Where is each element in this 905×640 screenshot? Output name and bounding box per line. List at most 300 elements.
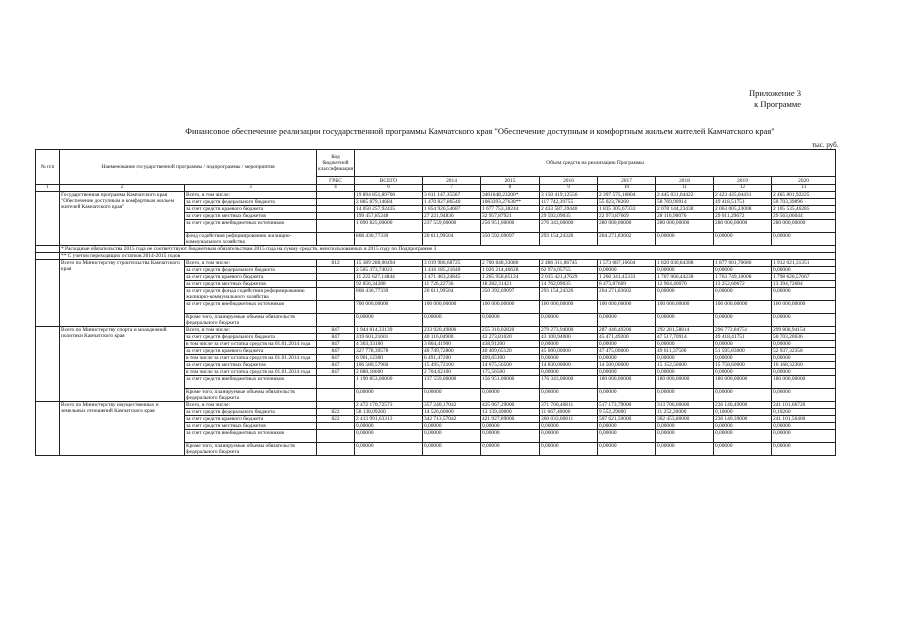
amount-cell: 14 500,00000	[598, 362, 656, 369]
grbs-code-cell	[317, 206, 355, 213]
amount-cell: 0,00000	[598, 443, 656, 456]
amount-cell: 2 078 144,23438	[656, 206, 714, 213]
amount-cell: 3 150 419,12556	[540, 192, 598, 199]
program-name-cell: Всего по Министерству строительства Камчатского края	[60, 260, 185, 327]
amount-cell: 0,00000	[772, 341, 836, 348]
amount-cell: 15 389 288,00494	[355, 260, 423, 267]
header-year: 2016	[540, 177, 598, 185]
amount-cell: 47 517,70914	[656, 334, 714, 341]
grbs-code-cell	[317, 274, 355, 281]
header-code: Код бюджетной классификации	[317, 150, 355, 177]
amount-cell: 52 937,32358	[772, 348, 836, 355]
funding-source-cell: за счет средств краевого бюджета	[185, 416, 317, 423]
amount-cell: 49 418,51751	[714, 199, 772, 206]
funding-source-cell: в том числе за счет остатка средств на 01.01.2014 года	[185, 341, 317, 348]
grbs-code-cell	[317, 423, 355, 430]
program-name-cell: Всего по Министерству спорта и молодежной политики Камчатского края	[60, 327, 185, 402]
amount-cell: 0,00000	[656, 389, 714, 402]
col-number: 2	[60, 185, 185, 192]
amount-cell: 50 703,39896	[772, 199, 836, 206]
table-row	[36, 192, 836, 199]
grbs-code-cell	[317, 314, 355, 327]
col-number: 12	[714, 185, 772, 192]
grbs-code-cell	[317, 267, 355, 274]
amount-cell: 0,00000	[540, 423, 598, 430]
amount-cell: 287 446,49200	[598, 327, 656, 334]
amount-cell: 204 271,83602	[598, 233, 656, 246]
amount-cell: 2 423 435,04431	[714, 192, 772, 199]
amount-cell: 0,00000	[772, 369, 836, 376]
header-num: № п/п	[36, 150, 60, 185]
amount-cell: 0,00000	[714, 443, 772, 456]
amount-cell: 0,00000	[598, 267, 656, 274]
amount-cell: 0,00000	[714, 423, 772, 430]
amount-cell: 58 138,09260	[355, 409, 423, 416]
funding-source-cell: Всего, в том числе:	[185, 327, 317, 334]
amount-cell: 0,00000	[772, 267, 836, 274]
amount-cell: 0,00000	[656, 443, 714, 456]
amount-cell: 319 601,21601	[355, 334, 423, 341]
amount-cell: 342 713,57042	[423, 416, 481, 423]
amount-cell: 0,00000	[481, 423, 540, 430]
amount-cell: 27 221,94836	[423, 213, 481, 220]
amount-cell: 0,00000	[656, 369, 714, 376]
amount-cell: 435 067,29000	[481, 402, 540, 409]
amount-cell: 241 101,56460	[772, 416, 836, 423]
row-number-cell	[36, 192, 60, 246]
amount-cell: 0,00000	[423, 430, 481, 443]
amount-cell: 1 470 827,86540	[423, 199, 481, 206]
amount-cell: 100 000,00000	[656, 301, 714, 314]
amount-cell: 0,00000	[714, 288, 772, 301]
amount-cell: 1 416 185,21640	[423, 267, 481, 274]
amount-cell: 40 749,72800	[423, 348, 481, 355]
amount-cell: 18 282,31421	[481, 281, 540, 288]
amount-cell: 180 000,00000	[772, 376, 836, 389]
amount-cell: 2 413 991,63313	[355, 416, 423, 423]
amount-cell: 13 139,40000	[481, 409, 540, 416]
amount-cell: 0,00000	[772, 233, 836, 246]
amount-cell: 868 430,77339	[355, 288, 423, 301]
amount-cell: 11 667,40000	[540, 409, 598, 416]
amount-cell: 0,00000	[656, 233, 714, 246]
amount-cell: 11 222 627,14844	[355, 274, 423, 281]
amount-cell: 0,00000	[423, 389, 481, 402]
amount-cell: 0,00000	[540, 430, 598, 443]
amount-cell: 12 964,40070	[656, 281, 714, 288]
amount-cell: 3 611 147,35567	[423, 192, 481, 199]
amount-cell: 40 116,04900	[423, 334, 481, 341]
amount-cell: 0,00000	[598, 423, 656, 430]
amount-cell: 421 927,89000	[481, 416, 540, 423]
amount-cell: 15 495,72100	[423, 362, 481, 369]
amount-cell: 40 409,65120	[481, 348, 540, 355]
amount-cell: 0,00000	[656, 314, 714, 327]
amount-cell: 299 808,94154	[772, 327, 836, 334]
grbs-code-cell	[317, 301, 355, 314]
funding-source-cell: за счет средств федерального бюджета	[185, 199, 317, 206]
amount-cell: 0,00000	[714, 355, 772, 362]
amount-cell: 2 397 575,16804	[598, 192, 656, 199]
amount-cell: 293 154,24326	[540, 233, 598, 246]
funding-source-cell: за счет средств внебюджетных источников	[185, 430, 317, 443]
amount-cell: 0,00000	[598, 369, 656, 376]
grbs-code-cell: 847	[317, 327, 355, 334]
amount-cell: 45 471,49200	[598, 334, 656, 341]
grbs-code-cell	[317, 233, 355, 246]
grbs-code-cell	[317, 199, 355, 206]
amount-cell: 0,00000	[355, 423, 423, 430]
financing-table	[35, 149, 836, 456]
amount-cell: 0,00000	[714, 341, 772, 348]
amount-cell: 100 000,00000	[540, 301, 598, 314]
amount-cell: 1 260 341,45333	[598, 274, 656, 281]
funding-source-cell: Кроме того, планируемые объемы обязательств федерального бюджета	[185, 389, 317, 402]
grbs-code-cell	[317, 281, 355, 288]
amount-cell: 0,00000	[355, 430, 423, 443]
row-number-cell	[36, 327, 60, 402]
funding-source-cell: за счет средств внебюджетных источников	[185, 376, 317, 389]
col-number: 4	[317, 185, 355, 192]
grbs-code-cell	[317, 376, 355, 389]
amount-cell: 0,00000	[772, 423, 836, 430]
amount-cell: 0,00000	[355, 443, 423, 456]
funding-source-cell: фонд содействия реформированию жилищно-коммунального хозяйства	[185, 233, 317, 246]
amount-cell: 0,00000	[598, 314, 656, 327]
amount-cell: 1 573 087,16604	[598, 260, 656, 267]
amount-cell: 517 173,79000	[598, 402, 656, 409]
funding-source-cell: за счет средств местных бюджетов	[185, 281, 317, 288]
amount-cell: 176 343,00000	[540, 376, 598, 389]
funding-source-cell: Кроме того, планируемые объемы обязательств федерального бюджета	[185, 443, 317, 456]
amount-cell: 100 000,00000	[772, 301, 836, 314]
amount-cell: 236 140,49000	[714, 402, 772, 409]
amount-cell: 280 000,00000	[598, 220, 656, 233]
funding-source-cell: за счет средств федерального бюджета	[185, 409, 317, 416]
grbs-code-cell	[317, 220, 355, 233]
footnote-text: ** С учетом переходящих остатков 2014-2015 годов	[60, 253, 836, 260]
amount-cell: 1083393,27638**	[481, 199, 540, 206]
amount-cell: 280 000,00000	[772, 220, 836, 233]
row-number-cell	[36, 402, 60, 456]
amount-cell: 0,00000	[714, 267, 772, 274]
amount-cell: 1 763 749,10008	[714, 274, 772, 281]
footnote-row	[36, 246, 836, 253]
header-volume: Объем средств на реализацию Программы	[355, 150, 836, 177]
amount-cell: 22 973,87669	[598, 213, 656, 220]
amount-cell: 0,00000	[656, 341, 714, 348]
amount-cell: 1 190 853,00000	[355, 376, 423, 389]
amount-cell: 0,00000	[355, 389, 423, 402]
amount-cell: 302 453,80000	[656, 416, 714, 423]
amount-cell: 0,00000	[540, 443, 598, 456]
amount-cell: 45 000,00000	[540, 348, 598, 355]
amount-cell: 0,00000	[598, 355, 656, 362]
amount-cell: 1 026 214,46628	[481, 267, 540, 274]
funding-source-cell: за счет средств краевого бюджета	[185, 274, 317, 281]
grbs-code-cell: 847	[317, 334, 355, 341]
amount-cell: 350 392,69097	[481, 288, 540, 301]
amount-cell: 14 830,00000	[540, 362, 598, 369]
amount-cell: 371 700,40811	[540, 402, 598, 409]
amount-cell: 29 592,09035	[540, 213, 598, 220]
amount-cell: 0,00000	[598, 430, 656, 443]
header-year: 2019	[714, 177, 772, 185]
amount-cell: 409,65100	[481, 355, 540, 362]
amount-cell: 1 912 021,31351	[772, 260, 836, 267]
amount-cell: 2 465 801,92225	[772, 192, 836, 199]
amount-cell: 279 273,94000	[540, 327, 598, 334]
amount-cell: 3 019 986,68725	[423, 260, 481, 267]
col-number: 6	[355, 185, 423, 192]
amount-cell: 49 418,41751	[714, 334, 772, 341]
amount-cell: 700 000,00000	[355, 301, 423, 314]
amount-cell: 51 595,83000	[714, 348, 772, 355]
program-name-cell: Государственная программа Камчатского края "Обеспечение доступным и комфортным жильем жителей Камчатского края"	[60, 192, 185, 246]
grbs-code-cell: 812	[317, 260, 355, 267]
amount-cell: 2 885 879,14684	[355, 199, 423, 206]
amount-cell: 137 559,00000	[423, 376, 481, 389]
amount-cell: 296 772,84751	[714, 327, 772, 334]
amount-cell: 6 491,47200	[423, 355, 481, 362]
amount-cell: 2 105 535,46285	[772, 206, 836, 213]
amount-cell: 29 563,06044	[772, 213, 836, 220]
amount-cell: 280 000,00000	[656, 220, 714, 233]
col-number: 7	[423, 185, 481, 192]
appendix-line-1: Приложение 3	[749, 88, 801, 98]
amount-cell: 43 273,81020	[481, 334, 540, 341]
header-year: 2018	[656, 177, 714, 185]
grbs-code-cell	[317, 430, 355, 443]
amount-cell: 2 445 031,04422	[656, 192, 714, 199]
amount-cell: 8 473,87669	[598, 281, 656, 288]
amount-cell: 43 100,94000	[540, 334, 598, 341]
amount-cell: 1 798 626,57667	[772, 274, 836, 281]
funding-source-cell: в том числе за счет остатка средств на 01.01.2014 года	[185, 355, 317, 362]
grbs-code-cell	[317, 288, 355, 301]
funding-source-cell: за счет средств фонда содействия реформированию жилищно-коммунального хозяйства	[185, 288, 317, 301]
amount-cell: 1 820 030,84308	[656, 260, 714, 267]
amount-cell: 2 063 005,23008	[714, 206, 772, 213]
amount-cell: 0,00000	[656, 423, 714, 430]
amount-cell: 180 000,00000	[714, 376, 772, 389]
amount-cell: 32 957,87921	[481, 213, 540, 220]
amount-cell: 0,00000	[714, 430, 772, 443]
amount-cell: 13 394,72684	[772, 281, 836, 288]
grbs-code-cell: 847	[317, 362, 355, 369]
funding-source-cell: Всего, в том числе:	[185, 192, 317, 199]
col-number: 13	[772, 185, 836, 192]
amount-cell: 4 303,33100	[355, 341, 423, 348]
funding-source-cell: Всего, в том числе:	[185, 260, 317, 267]
amount-cell: 47 475,00000	[598, 348, 656, 355]
amount-cell: 20 611,99504	[423, 288, 481, 301]
amount-cell: 55 023,78260	[598, 199, 656, 206]
grbs-code-cell: 847	[317, 369, 355, 376]
amount-cell: 0,00000	[714, 314, 772, 327]
amount-cell: 199 457,85248	[355, 213, 423, 220]
funding-source-cell: за счет средств краевого бюджета	[185, 206, 317, 213]
funding-source-cell: за счет средств внебюджетных источников	[185, 220, 317, 233]
amount-cell: 237 559,00000	[423, 220, 481, 233]
footnote-text: * Расходные обязательства 2015 года не соответствуют бюджетным обязательствам 2015 года на сумму средств, неиспользованных в 2015 году по Подпрограмме 3	[60, 246, 836, 253]
amount-cell: 327 778,30578	[355, 348, 423, 355]
amount-cell: 1 835 305,67333	[598, 206, 656, 213]
amount-cell: 9 552,29000	[598, 409, 656, 416]
amount-cell: 28 116,90070	[656, 213, 714, 220]
funding-source-cell: за счет средств внебюджетных источников	[185, 301, 317, 314]
amount-cell: 0,00000	[772, 288, 836, 301]
funding-source-cell: за счет средств федерального бюджета	[185, 334, 317, 341]
amount-cell: 0,00000	[423, 423, 481, 430]
amount-cell: 2 700 848,33080	[481, 260, 540, 267]
table-row	[36, 327, 836, 334]
amount-cell: 180 000,00000	[656, 376, 714, 389]
amount-cell: 1 944 814,33139	[355, 327, 423, 334]
amount-cell: 0,00000	[656, 430, 714, 443]
funding-source-cell: в том числе за счет остатка средств на 01.01.2014 года	[185, 369, 317, 376]
amount-cell: 0,00000	[772, 443, 836, 456]
amount-cell: 100 000,00000	[714, 301, 772, 314]
amount-cell: 280 000,00000	[714, 220, 772, 233]
grbs-code-cell: 847	[317, 348, 355, 355]
funding-source-cell: за счет средств федерального бюджета	[185, 267, 317, 274]
amount-cell: 50 703,20636	[772, 334, 836, 341]
amount-cell: 180 000,00000	[598, 376, 656, 389]
header-year: 2014	[423, 177, 481, 185]
amount-cell: 11 726,22736	[423, 281, 481, 288]
funding-source-cell: Всего, в том числе:	[185, 402, 317, 409]
amount-cell: 14 526,60000	[423, 409, 481, 416]
amount-cell: 6 901,12300	[355, 355, 423, 362]
amount-cell: 0,00000	[481, 314, 540, 327]
program-name-cell: Всего по Министерству имущественных и земельных отношений Камчатского края	[60, 402, 185, 456]
amount-cell: 236 140,39000	[714, 416, 772, 423]
amount-cell: 1 877 001,70680	[714, 260, 772, 267]
amount-cell: 3401648,23200*	[481, 192, 540, 199]
row-number-cell	[36, 260, 60, 327]
amount-cell: 14 675,56500	[481, 362, 540, 369]
grbs-code-cell: 847	[317, 341, 355, 348]
funding-source-cell: за счет средств местных бюджетов	[185, 213, 317, 220]
amount-cell: 507 621,50000	[598, 416, 656, 423]
amount-cell: 0,00000	[714, 389, 772, 402]
amount-cell: 29 011,29672	[714, 213, 772, 220]
amount-cell: 58 769,90914	[656, 199, 714, 206]
amount-cell: 15 152,50000	[656, 362, 714, 369]
amount-cell: 360 033,00811	[540, 416, 598, 423]
amount-cell: 0,00000	[355, 314, 423, 327]
amount-cell: 100 000,00000	[598, 301, 656, 314]
amount-cell: 106 580,57960	[355, 362, 423, 369]
amount-cell: 19 894 851,89706	[355, 192, 423, 199]
amount-cell: 276 343,00000	[540, 220, 598, 233]
amount-cell: 14 050 257,92435	[355, 206, 423, 213]
amount-cell: 2 505 373,74023	[355, 267, 423, 274]
amount-cell: 241 101,66720	[772, 402, 836, 409]
amount-cell: 0,00000	[540, 355, 598, 362]
row-number-cell	[36, 253, 60, 260]
amount-cell: 350 592,69097	[481, 233, 540, 246]
amount-cell: 1 890 825,00000	[355, 220, 423, 233]
amount-cell: 11 252,20000	[656, 409, 714, 416]
amount-cell: 2 433 587,39440	[540, 206, 598, 213]
amount-cell: 0,10000	[714, 409, 772, 416]
amount-cell: 0,00000	[656, 288, 714, 301]
amount-cell: 20 611,99504	[423, 233, 481, 246]
amount-cell: 100 000,00000	[481, 301, 540, 314]
amount-cell: 0,00000	[540, 314, 598, 327]
amount-cell: 0,00000	[423, 314, 481, 327]
row-number-cell	[36, 246, 60, 253]
funding-source-cell: за счет средств местных бюджетов	[185, 423, 317, 430]
amount-cell: 0,00000	[656, 267, 714, 274]
amount-cell: 92 856,34288	[355, 281, 423, 288]
amount-cell: 0,10260	[772, 409, 836, 416]
grbs-code-cell	[317, 389, 355, 402]
header-year: 2017	[598, 177, 656, 185]
amount-cell: 2 015 421,47629	[540, 274, 598, 281]
amount-cell: 0,00000	[772, 355, 836, 362]
grbs-code-cell: 822	[317, 416, 355, 423]
table-row	[36, 402, 836, 409]
header-total: ВСЕГО	[355, 177, 423, 185]
unit-label: тыс. руб.	[812, 141, 839, 149]
amount-cell: 0,00000	[772, 314, 836, 327]
header-year: 2015	[481, 177, 540, 185]
amount-cell: 2 472 170,72573	[355, 402, 423, 409]
amount-cell: 0,00000	[481, 389, 540, 402]
amount-cell: 438,91200	[481, 341, 540, 348]
amount-cell: 117 742,39755	[540, 199, 598, 206]
grbs-code-cell: 822	[317, 409, 355, 416]
amount-cell: 292 281,58814	[656, 327, 714, 334]
amount-cell: 357 240,17042	[423, 402, 481, 409]
amount-cell: 0,00000	[772, 430, 836, 443]
header-name: Наименование государственной программы / подпрограммы / мероприятия	[60, 150, 317, 185]
amount-cell: 3 864,41900	[423, 341, 481, 348]
col-number: 1	[36, 185, 60, 192]
grbs-code-cell	[317, 192, 355, 199]
amount-cell: 13 252,60672	[714, 281, 772, 288]
amount-cell: 0,00000	[598, 389, 656, 402]
amount-cell: 0,00000	[714, 233, 772, 246]
amount-cell: 255 310,02820	[481, 327, 540, 334]
document-title: Финансовое обеспечение реализации государственной программы Камчатского края "Обеспечение доступным и комфортным жильем жителей Камчатского края"	[185, 126, 775, 136]
amount-cell: 256 951,00000	[481, 220, 540, 233]
amount-cell: 293 154,24326	[540, 288, 598, 301]
amount-cell: 2 486 311,86745	[540, 260, 598, 267]
amount-cell: 1 677 753,38244	[481, 206, 540, 213]
amount-cell: 868 430,77339	[355, 233, 423, 246]
col-number: 10	[598, 185, 656, 192]
funding-source-cell: Кроме того, планируемые объемы обязательств федерального бюджета	[185, 314, 317, 327]
amount-cell: 0,00000	[772, 389, 836, 402]
appendix-line-2: к Программе	[754, 99, 801, 109]
grbs-code-cell	[317, 213, 355, 220]
amount-cell: 2 880,18600	[355, 369, 423, 376]
header-year: 2020	[772, 177, 836, 185]
amount-cell: 0,00000	[714, 369, 772, 376]
amount-cell: 49 611,37500	[656, 348, 714, 355]
col-number: 11	[656, 185, 714, 192]
amount-cell: 0,00000	[656, 355, 714, 362]
amount-cell: 2 704,62100	[423, 369, 481, 376]
grbs-code-cell: 847	[317, 355, 355, 362]
amount-cell: 156 951,00000	[481, 376, 540, 389]
amount-cell: 175,56500	[481, 369, 540, 376]
amount-cell: 1 707 066,44238	[656, 274, 714, 281]
